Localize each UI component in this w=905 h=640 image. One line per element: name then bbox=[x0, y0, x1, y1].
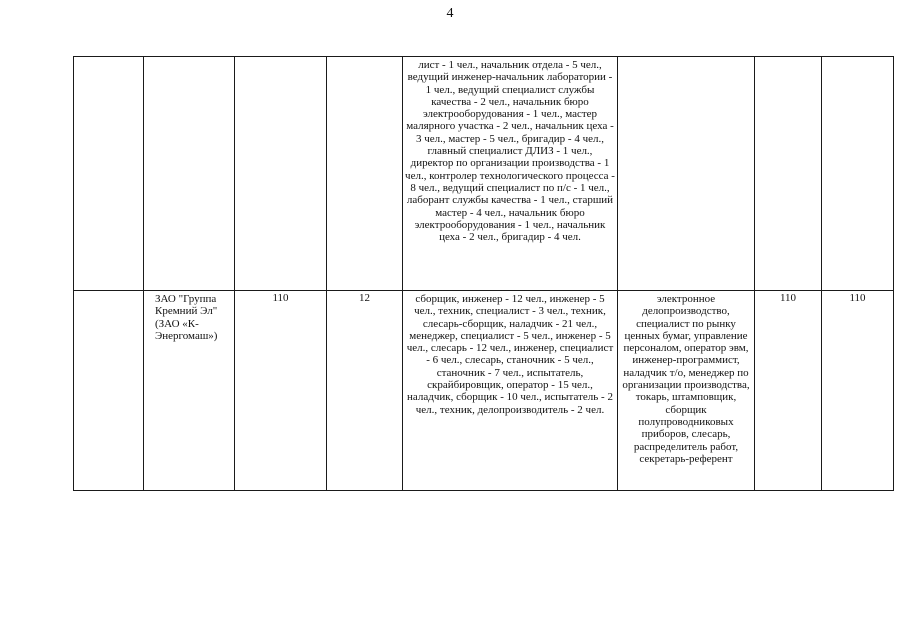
table-cell bbox=[755, 57, 822, 291]
table-cell bbox=[327, 57, 403, 291]
value-cell: 110 bbox=[272, 292, 289, 304]
table-cell bbox=[74, 291, 144, 491]
table-cell bbox=[403, 57, 618, 291]
page-number: 4 bbox=[446, 6, 454, 21]
value-cell: 12 bbox=[359, 292, 370, 304]
table-cell bbox=[822, 291, 894, 491]
value-cell: 110 bbox=[849, 292, 866, 304]
positions-cell-text: лист - 1 чел., начальник отдела - 5 чел., ведущий инженер-начальник лаборатории - 1 чел., ведущий специалист службы качества - 2 чел., начальник бюро электрооборудования - 1 чел., мастер малярного участка - 2 чел., начальник цеха - 3 чел., мастер - 5 чел., бригадир - 4 чел., главный специалист ДЛИЗ - 1 чел., директор по организации производства - 1 чел., контролер технологического процесса - 8 чел., ведущий специалист по п/с - 1 чел., лаборант службы качества - 1 чел., старший мастер - 4 чел., начальник бюро электрооборудования - 1 чел., начальник цеха - 2 чел., бригадир - 4 чел. bbox=[405, 59, 615, 244]
table-cell bbox=[74, 57, 144, 291]
table-row bbox=[74, 57, 894, 291]
positions-cell-text: сборщик, инженер - 12 чел., инженер - 5 чел., техник, специалист - 3 чел., техник, слесарь-сборщик, наладчик - 21 чел., менеджер, специалист - 5 чел., инженер - 5 чел., слесарь - 12 чел., инженер, специалист - 6 чел., слесарь, станочник - 5 чел., станочник - 7 чел., испытатель, скрайбировщик, оператор - 15 чел., наладчик, сборщик - 10 чел., испытатель - 2 чел., техник, делопроизводитель - 2 чел. bbox=[406, 293, 614, 416]
table-cell bbox=[618, 57, 755, 291]
value-cell: 110 bbox=[779, 292, 797, 304]
table-cell bbox=[327, 291, 403, 491]
vacancies-table bbox=[73, 56, 894, 491]
professions-cell-text: электронное делопроизводство, специалист по рынку ценных бумаг, управление персоналом, оператор эвм, инженер-программист, наладчик т/о, менеджер по организации производства, токарь, штамповщик, сборщик полупроводниковых приборов, слесарь, распределитель работ, секретарь-референт bbox=[622, 293, 750, 465]
table-cell bbox=[144, 291, 235, 491]
table-row bbox=[74, 291, 894, 491]
table-cell bbox=[755, 291, 822, 491]
table-cell bbox=[235, 57, 327, 291]
table-cell bbox=[822, 57, 894, 291]
table-cell bbox=[618, 291, 755, 491]
table-cell bbox=[235, 291, 327, 491]
organization-name: ЗАО "Группа Кремний Эл" (ЗАО «К-Энергомаш») bbox=[155, 293, 218, 342]
table-cell bbox=[144, 57, 235, 291]
table-cell bbox=[403, 291, 618, 491]
